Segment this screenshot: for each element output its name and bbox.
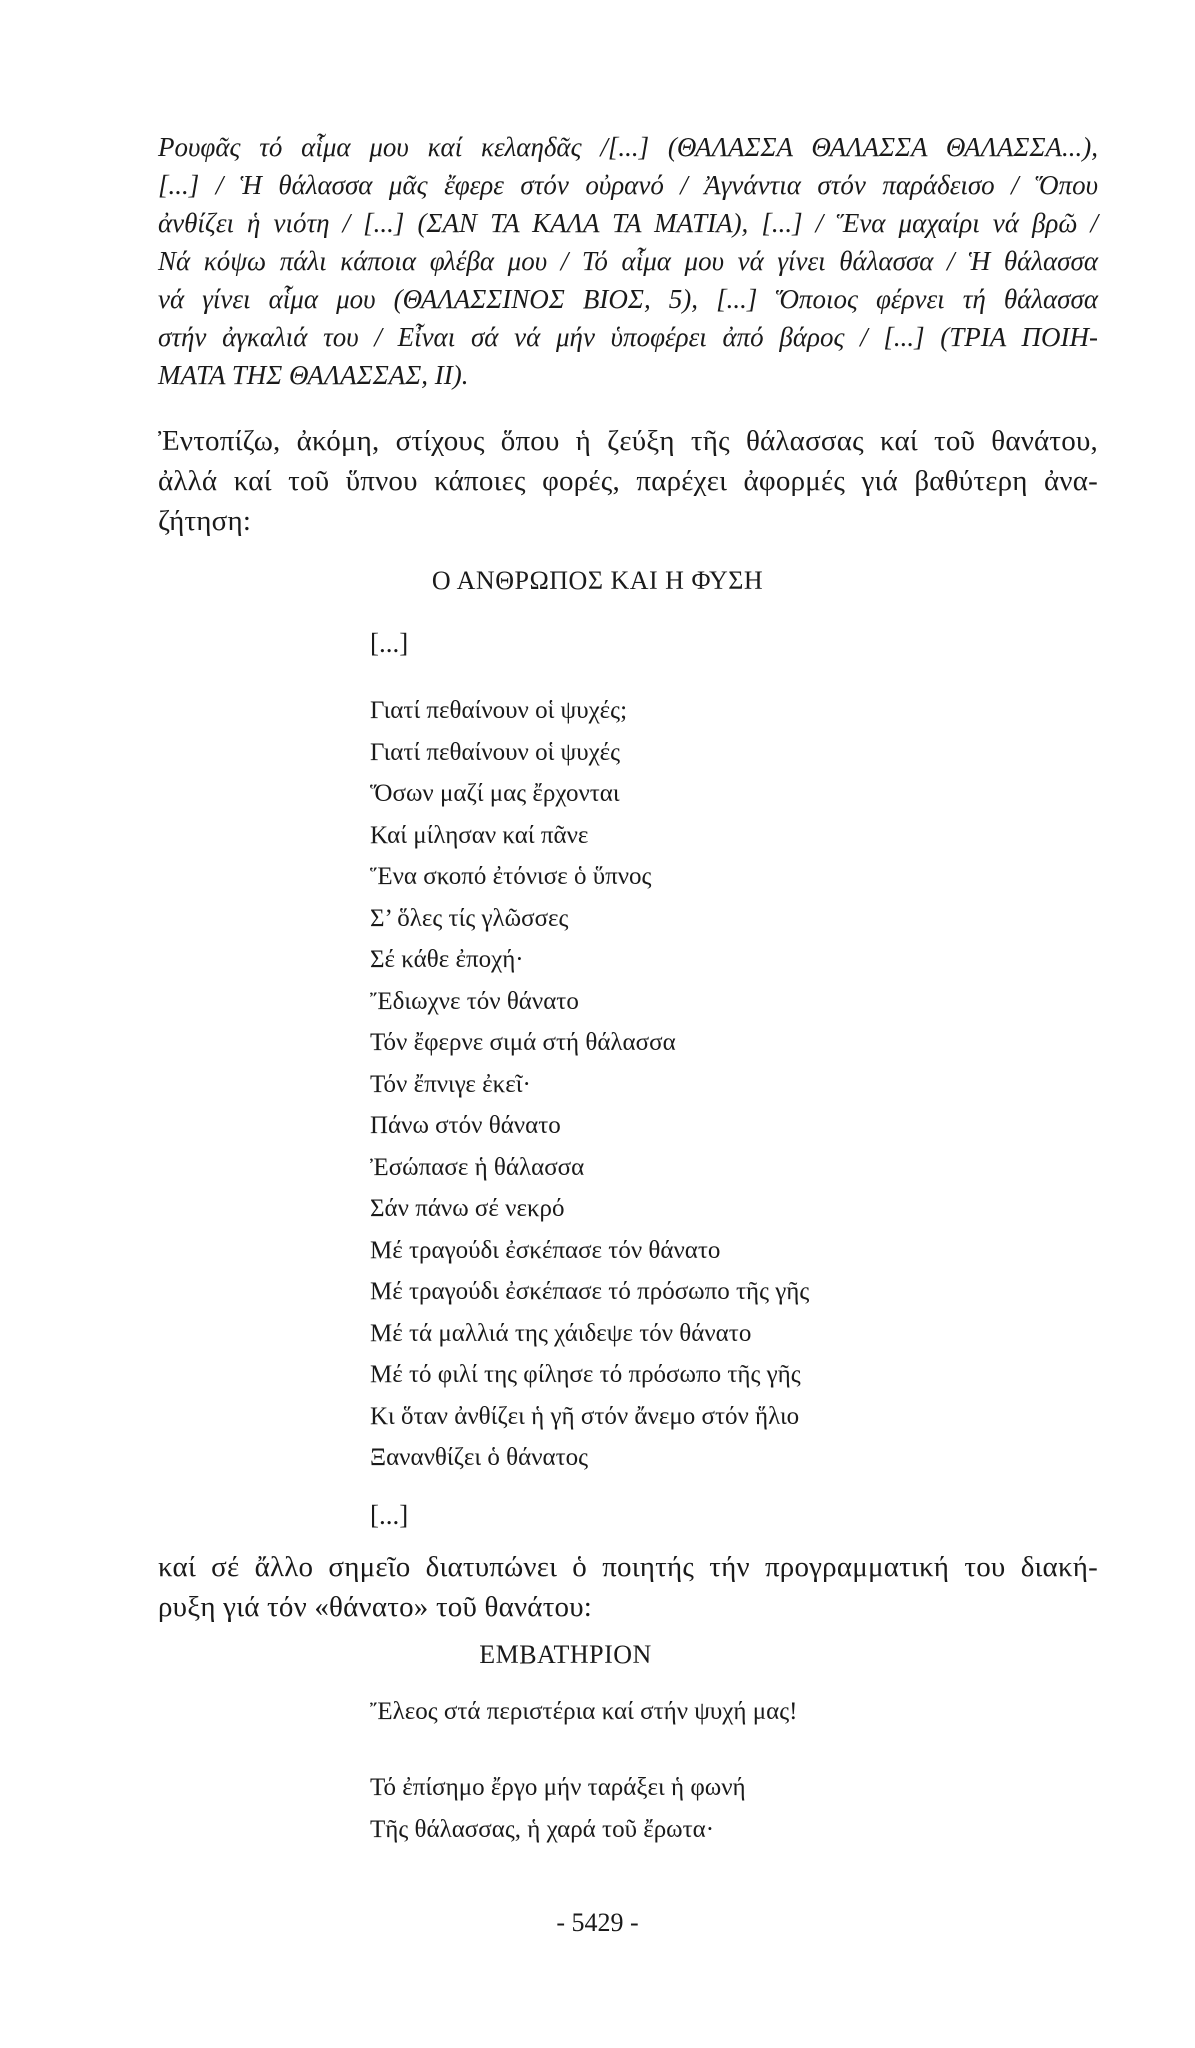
paragraph-line: Ἐντοπίζω, ἀκόμη, στίχους ὅπου ἡ ζεύξη τῆς θάλασσας καί τοῦ θανάτου, bbox=[158, 425, 1098, 457]
quote-line: νά γίνει αἷμα μου (ΘΑΛΑΣΣΙΝΟΣ ΒΙΟΣ, 5), [...] Ὅποιος φέρνει τή θάλασσα bbox=[158, 284, 1098, 314]
page-number: - 5429 - bbox=[556, 1908, 639, 1937]
poem-line: Τό ἐπίσημο ἔργο μήν ταράξει ἡ φωνή bbox=[370, 1774, 746, 1801]
poem-ellipsis: [...] bbox=[370, 1500, 409, 1530]
poem-line: Ὅσων μαζί μας ἔρχονται bbox=[370, 780, 620, 807]
paragraph-line: ρυξη γιά τόν «θάνατο» τοῦ θανάτου: bbox=[158, 1591, 593, 1623]
quote-line: ἀνθίζει ἡ νιότη / [...] (ΣΑΝ ΤΑ ΚΑΛΑ ΤΑ ΜΑΤΙΑ), [...] / Ἕνα μαχαίρι νά βρῶ / bbox=[158, 208, 1098, 238]
paragraph-line: ἀλλά καί τοῦ ὕπνου κάποιες φορές, παρέχει ἀφορμές γιά βαθύτερη ἀνα- bbox=[158, 465, 1098, 497]
poem-body bbox=[370, 690, 809, 1479]
poem-line: Γιατί πεθαίνουν οἱ ψυχές bbox=[370, 738, 621, 766]
poem-line: Σάν πάνω σέ νεκρό bbox=[370, 1195, 565, 1222]
poem-body bbox=[370, 1767, 746, 1850]
poem-body bbox=[370, 1691, 797, 1733]
quote-line: Νά κόψω πάλι κάποια φλέβα μου / Τό αἷμα μου νά γίνει θάλασσα / Ἡ θάλασσα bbox=[158, 246, 1098, 276]
paragraph-line: ζήτηση: bbox=[158, 505, 252, 537]
poem-line: Σέ κάθε ἐποχή· bbox=[370, 946, 524, 973]
poem-line: Τῆς θάλασσας, ἡ χαρά τοῦ ἔρωτα· bbox=[370, 1815, 715, 1843]
poem-title: ΕΜΒΑΤΗΡΙΟΝ bbox=[479, 1640, 652, 1669]
poem-line: Ἕνα σκοπό ἐτόνισε ὁ ὕπνος bbox=[370, 863, 652, 890]
poem-line: Μέ τό φιλί της φίλησε τό πρόσωπο τῆς γῆς bbox=[370, 1361, 801, 1388]
quoted-passage bbox=[158, 128, 1098, 394]
poem-line: Σ’ ὅλες τίς γλῶσσες bbox=[370, 904, 569, 932]
poem-line: Τόν ἔφερνε σιμά στή θάλασσα bbox=[370, 1029, 676, 1056]
poem-line: Κι ὅταν ἀνθίζει ἡ γῆ στόν ἄνεμο στόν ἥλιο bbox=[370, 1402, 800, 1430]
poem-line: Μέ τραγούδι ἐσκέπασε τό πρόσωπο τῆς γῆς bbox=[370, 1278, 810, 1305]
poem-line: Ἔδιωχνε τόν θάνατο bbox=[370, 987, 579, 1015]
quote-line: Ρουφᾶς τό αἷμα μου καί κελαηδᾶς /[...] (ΘΑΛΑΣΣΑ ΘΑΛΑΣΣΑ ΘΑΛΑΣΣΑ...), bbox=[158, 132, 1098, 162]
transition-paragraph bbox=[158, 1547, 1098, 1627]
poem-ellipsis: [...] bbox=[370, 628, 409, 658]
poem-line: Ἐσώπασε ἡ θάλασσα bbox=[370, 1153, 585, 1181]
quote-line: στήν ἀγκαλιά του / Εἶναι σά νά μήν ὑποφέρει ἀπό βάρος / [...] (ΤΡΙΑ ΠΟΙΗ- bbox=[158, 322, 1098, 352]
poem-line: Μέ τά μαλλιά της χάιδεψε τόν θάνατο bbox=[370, 1319, 752, 1347]
paragraph-line: καί σέ ἄλλο σημεῖο διατυπώνει ὁ ποιητής τήν προγραμματική του διακή- bbox=[158, 1551, 1098, 1583]
poem-line: Καί μίλησαν καί πᾶνε bbox=[370, 821, 589, 849]
quote-line: [...] / Ἡ θάλασσα μᾶς ἔφερε στόν οὐρανό / Ἀγνάντια στόν παράδεισο / Ὅπου bbox=[158, 170, 1098, 200]
poem-line: Τόν ἔπνιγε ἐκεῖ· bbox=[370, 1070, 531, 1098]
intro-paragraph bbox=[158, 421, 1098, 541]
poem-line: Ξανανθίζει ὁ θάνατος bbox=[370, 1444, 589, 1471]
poem-line: Πάνω στόν θάνατο bbox=[370, 1112, 561, 1139]
quote-line: ΜΑΤΑ ΤΗΣ ΘΑΛΑΣΣΑΣ, ΙΙ). bbox=[158, 360, 469, 390]
poem-line: Γιατί πεθαίνουν οἱ ψυχές; bbox=[370, 697, 628, 724]
poem-line: Μέ τραγούδι ἐσκέπασε τόν θάνατο bbox=[370, 1236, 721, 1264]
poem-title: Ο ΑΝΘΡΩΠΟΣ ΚΑΙ Η ΦΥΣΗ bbox=[431, 566, 764, 595]
poem-line: Ἔλεος στά περιστέρια καί στήν ψυχή μας! bbox=[370, 1698, 798, 1725]
